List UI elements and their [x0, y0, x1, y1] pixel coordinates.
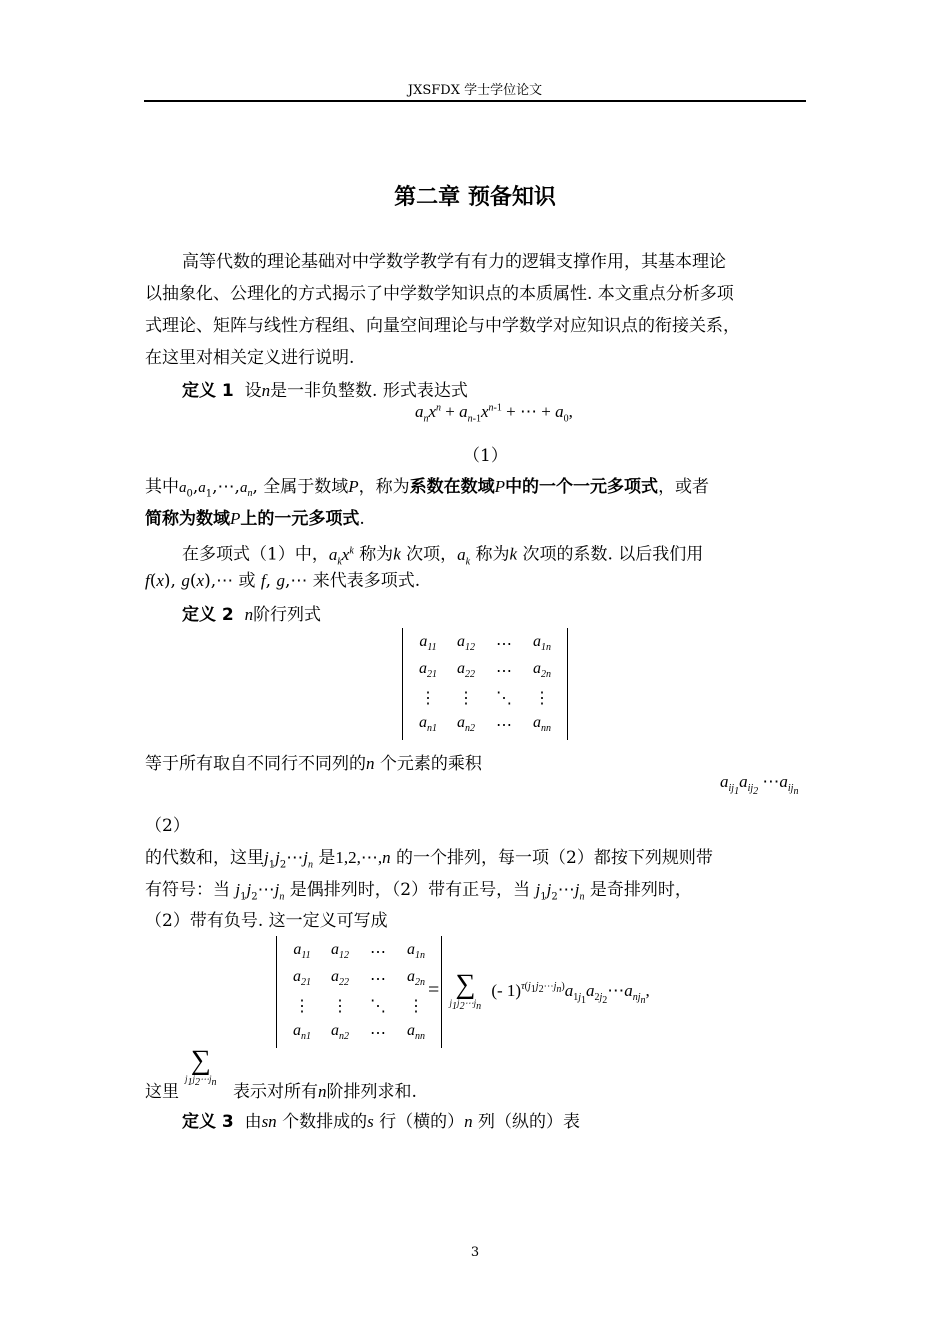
def2-line5: （2）带有负号. 这一定义可写成: [145, 911, 388, 931]
def2-line2: 等于所有取自不同行不同列的n 个元素的乘积: [145, 754, 482, 774]
intro-line-4: 在这里对相关定义进行说明.: [145, 348, 355, 368]
def1-line3: 简称为数域P上的一元多项式.: [145, 509, 365, 529]
def1-formula: $a_nx^n + a_{n-1}x^{n-1}$ + ⋯ + $a_0$,: [415, 402, 573, 425]
def2-line: 定义 2 n阶行列式: [182, 605, 322, 625]
determinant-expansion: = ∑ $j_1j_2\cdots j_n$ (- $1)^{\tau(j_1j_2\cdots j_n)}a_{1j_1}a_{2j_2}\cdots a_{nj_n}$,: [428, 969, 650, 1012]
product-formula: $a_{ij_1}a_{ij_2}$ $\cdots a_{ij_n}$: [720, 772, 799, 798]
intro-line-1: 高等代数的理论基础对中学数学教学有有力的逻辑支撑作用，其基本理论: [182, 252, 726, 272]
header-rule: [144, 100, 806, 102]
eq2-number: （2）: [145, 816, 190, 836]
eq1-number: （1）: [463, 446, 508, 466]
def3-label: 定义 3: [182, 1112, 234, 1132]
determinant-1: $a_{11}$ $a_{12}$ ⋯ $a_{1n}$ $a_{21}$ $a_{22}$ ⋯ $a_{2n}$ ⋮ ⋮ ⋱ ⋮ $a_{n1}$ $a_{n2}$ ⋯ $a_{nn}$: [402, 628, 568, 740]
def3-line: 定义 3 由sn 个数排成的s 行（横的）n 列（纵的）表: [182, 1112, 581, 1132]
def2-line3: 的代数和，这里$j_1j_2\cdots j_n$ 是1,2,⋯,n 的一个排列，每一项（2）都按下列规则带: [145, 848, 713, 871]
intro-line-2: 以抽象化、公理化的方式揭示了中学数学知识点的本质属性. 本文重点分析多项: [145, 284, 734, 304]
poly-para-line2: f(x), g(x),⋯ 或 f, g,⋯ 来代表多项式.: [145, 571, 421, 591]
chapter-title: 第二章 预备知识: [394, 185, 556, 210]
def2-line4: 有符号：当 $j_1j_2\cdots j_n$ 是偶排列时，（2）带有正号，当 $j_1j_2\cdots j_n$ 是奇排列时，: [145, 880, 692, 903]
poly-para-line1: 在多项式（1）中，$a_kx^k$ 称为k 次项，$a_k$ 称为k 次项的系数. 以后我们用: [182, 544, 704, 568]
intro-line-3: 式理论、矩阵与线性方程组、向量空间理论与中学数学对应知识点的衔接关系，: [145, 316, 740, 336]
def2-label: 定义 2: [182, 605, 234, 625]
def1-label: 定义 1: [182, 381, 234, 401]
def2-line6: 这里 表示对所有n阶排列求和.: [145, 1082, 417, 1102]
sum-symbol: ∑ $j_1j_2\cdots j_n$: [185, 1045, 217, 1088]
determinant-2: $a_{11}$ $a_{12}$ ⋯ $a_{1n}$ $a_{21}$ $a_{22}$ ⋯ $a_{2n}$ ⋮ ⋮ ⋱ ⋮ $a_{n1}$ $a_{n2}$ ⋯ $a_{nn}$: [276, 936, 442, 1048]
page-number: 3: [470, 1245, 480, 1260]
page-header: JXSFDX 学士学位论文: [407, 83, 543, 98]
def1-line2: 其中$a_0,a_1,\cdots,a_n$, 全属于数域P，称为系数在数域P中的一个一元多项式，或者: [145, 477, 710, 500]
def1-line: 定义 1 设n是一非负整数. 形式表达式: [182, 381, 468, 401]
